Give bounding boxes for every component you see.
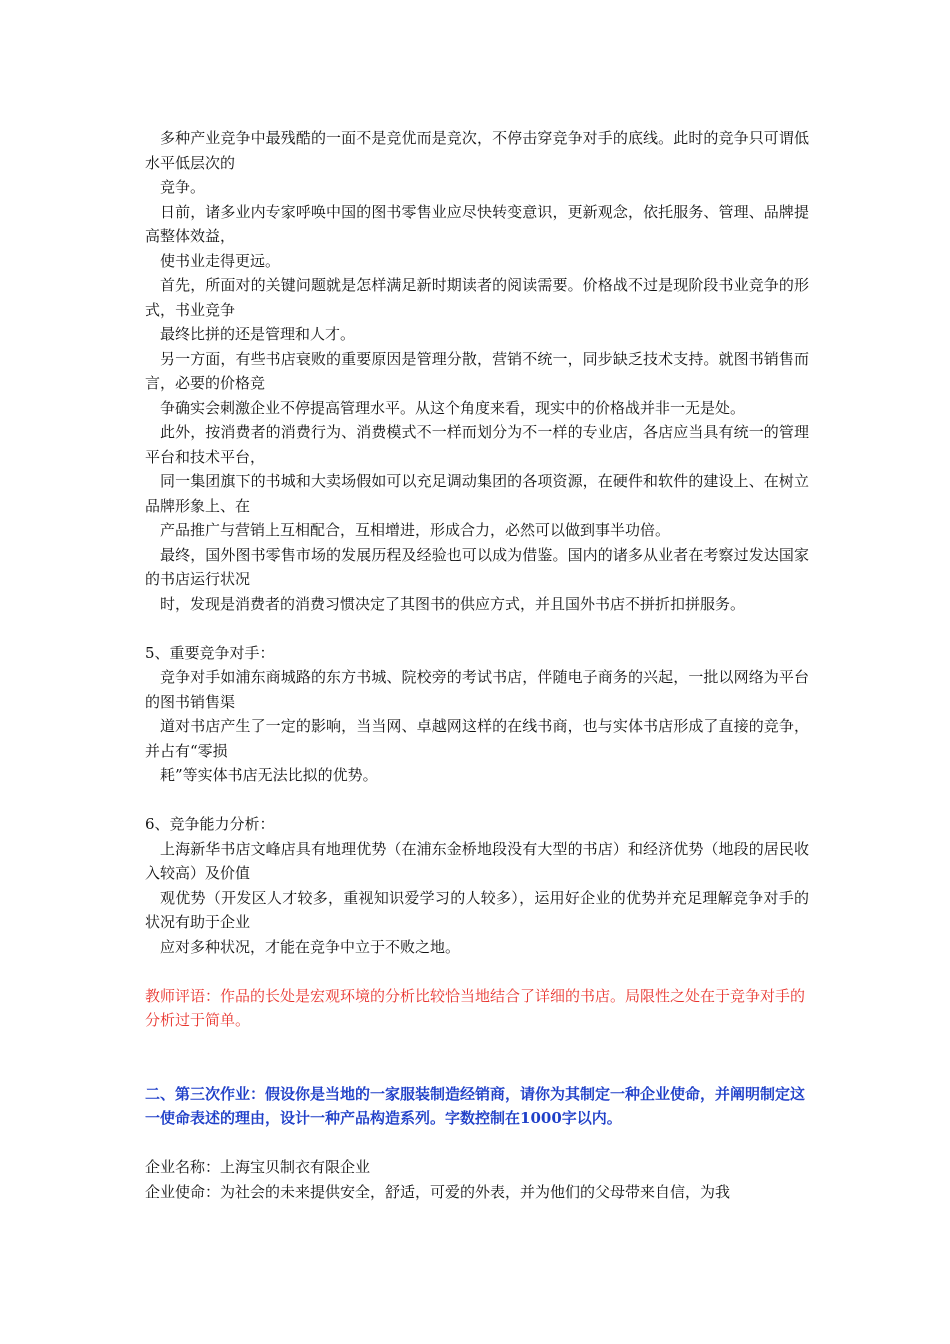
analysis-section xyxy=(145,126,809,616)
paragraph: 竞争。 xyxy=(160,178,206,196)
capability-section xyxy=(145,812,809,959)
paragraph: 最终，国外图书零售市场的发展历程及经验也可以成为借鉴。国内的诸多从业者在考察过发达国家的书店运行状况 xyxy=(145,545,809,588)
paragraph: 产品推广与营销上互相配合，互相增进，形成合力，必然可以做到事半功倍。 xyxy=(160,521,671,539)
paragraph: 多种产业竞争中最残酷的一面不是竞优而是竞次，不停击穿竞争对手的底线。此时的竞争只可谓低水平低层次的 xyxy=(145,129,809,172)
spacer xyxy=(145,1131,809,1156)
paragraph: 上海新华书店文峰店具有地理优势（在浦东金桥地段没有大型的书店）和经济优势（地段的居民收入较高）及价值 xyxy=(145,839,809,882)
paragraph: 另一方面，有些书店衰败的重要原因是管理分散，营销不统一，同步缺乏技术支持。就图书销售而言，必要的价格竞 xyxy=(145,349,809,392)
spacer xyxy=(145,959,809,984)
paragraph: 时，发现是消费者的消费习惯决定了其图书的供应方式，并且国外书店不拼折扣拼服务。 xyxy=(160,594,746,613)
spacer xyxy=(145,788,809,813)
teacher-comment: 教师评语：作品的长处是宏观环境的分析比较恰当地结合了详细的书店。局限性之处在于竞争对手的分析过于简单。 xyxy=(145,986,806,1029)
paragraph: 日前，诸多业内专家呼唤中国的图书零售业应尽快转变意识，更新观念，依托服务、管理、品牌提高整体效益， xyxy=(145,202,809,245)
paragraph: 最终比拼的还是管理和人才。 xyxy=(160,325,356,343)
paragraph: 道对书店产生了一定的影响，当当网、卓越网这样的在线书商，也与实体书店形成了直接的竞争，并占有“零损 xyxy=(145,717,809,760)
paragraph: 观优势（开发区人才较多，重视知识爱学习的人较多），运用好企业的优势并充足理解竞争对手的状况有助于企业 xyxy=(145,888,809,931)
assignment-title: 二、第三次作业：假设你是当地的一家服装制造经销商，请你为其制定一种企业使命，并阐明制定这一使命表述的理由，设计一种产品构造系列。字数控制在1000字以内。 xyxy=(145,1084,806,1127)
paragraph: 竞争对手如浦东商城路的东方书城、院校旁的考试书店，伴随电子商务的兴起，一批以网络为平台的图书销售渠 xyxy=(145,668,809,711)
competitors-section xyxy=(145,641,809,788)
paragraph: 首先，所面对的关键问题就是怎样满足新时期读者的阅读需要。价格战不过是现阶段书业竞争的形式，书业竞争 xyxy=(145,276,809,319)
paragraph: 此外，按消费者的消费行为、消费模式不一样而划分为不一样的专业店，各店应当具有统一的管理平台和技术平台， xyxy=(145,423,809,466)
company-mission: 企业使命：为社会的未来提供安全，舒适，可爱的外表，并为他们的父母带来自信，为我 xyxy=(145,1182,731,1201)
paragraph: 使书业走得更远。 xyxy=(160,251,281,270)
spacer xyxy=(145,1033,809,1082)
paragraph: 同一集团旗下的书城和大卖场假如可以充足调动集团的各项资源，在硬件和软件的建设上、在树立品牌形象上、在 xyxy=(145,472,809,515)
document-body xyxy=(145,126,809,1204)
paragraph: 应对多种状况，才能在竞争中立于不败之地。 xyxy=(160,937,461,956)
section-heading-competitors: 5、重要竞争对手： xyxy=(145,643,275,662)
spacer xyxy=(145,616,809,641)
section-heading-capability: 6、竞争能力分析： xyxy=(145,815,275,833)
company-name: 企业名称：上海宝贝制衣有限企业 xyxy=(145,1158,371,1176)
paragraph: 耗”等实体书店无法比拟的优势。 xyxy=(160,766,378,784)
paragraph: 争确实会刺激企业不停提高管理水平。从这个角度来看，现实中的价格战并非一无是处。 xyxy=(160,398,746,417)
